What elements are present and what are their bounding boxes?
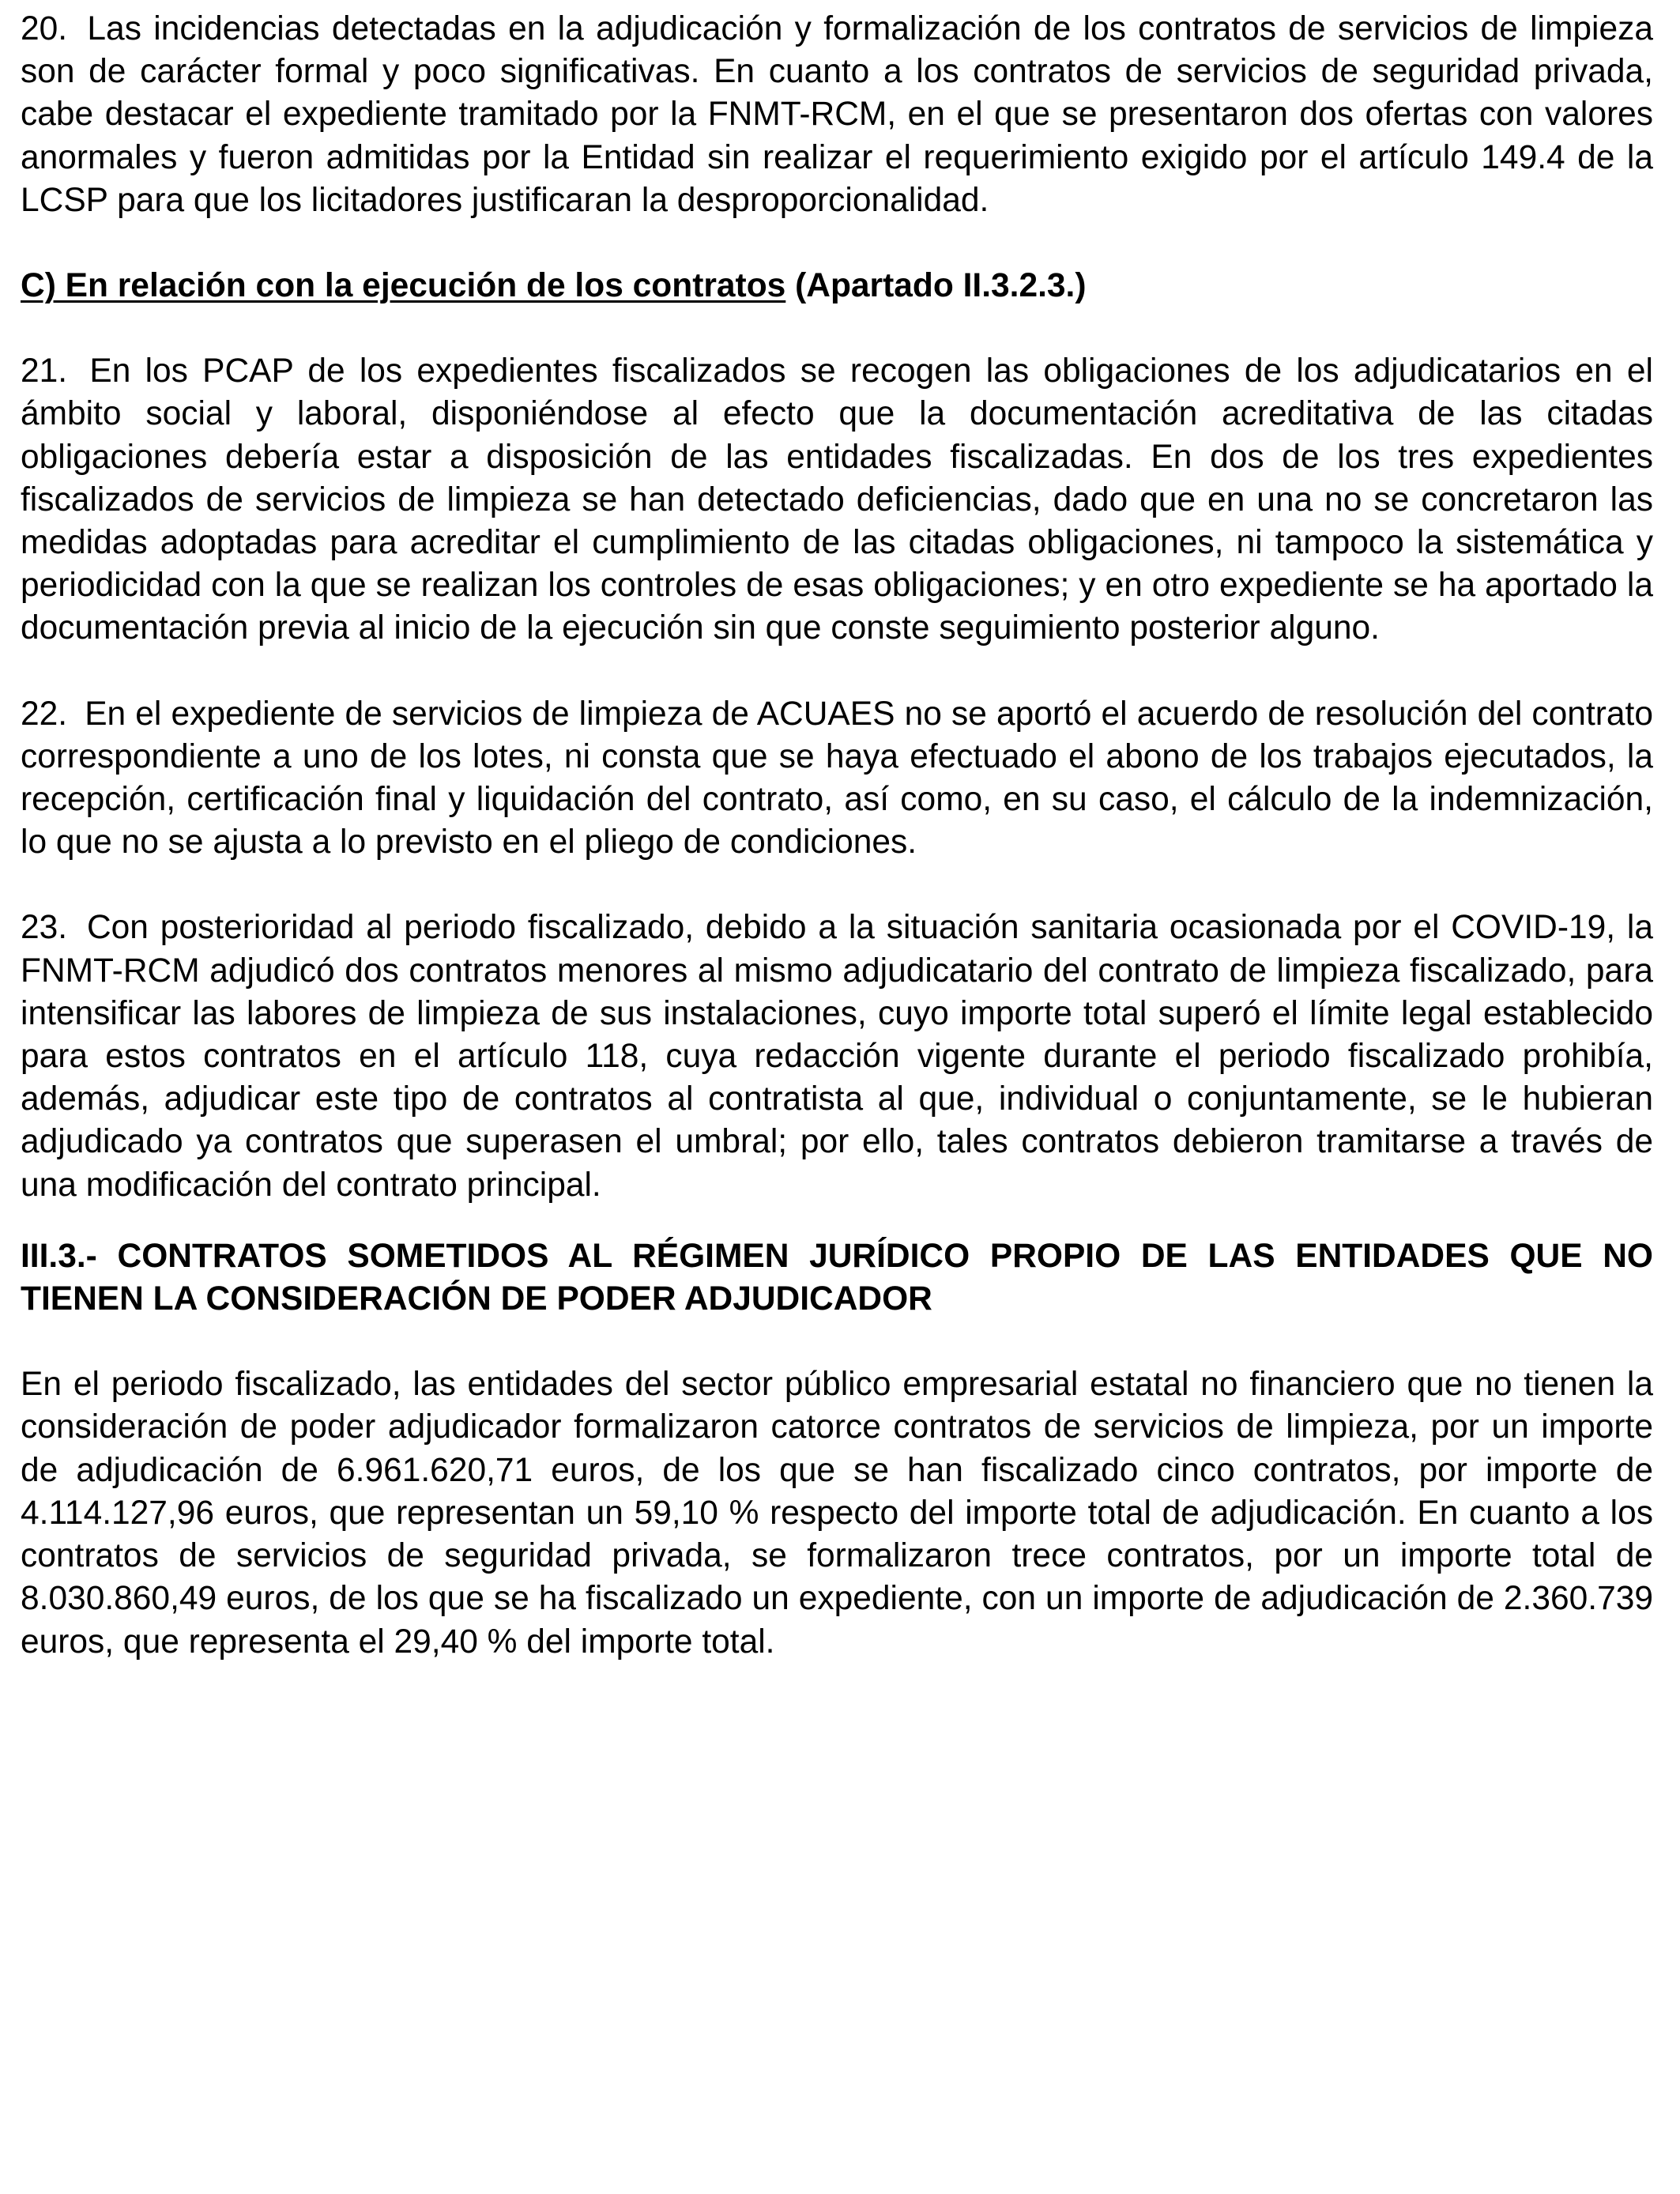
paragraph-text: En el expediente de servicios de limpieza de ACUAES no se aportó el acuerdo de resolución del contrato correspondiente a uno de los lotes, ni consta que se haya efectuado el abono de los trabajos ejecutados, la recepción, certificación final y liquidación del contrato, así como, en su caso, el cálculo de la indemnización, lo que no se ajusta a lo previsto en el pliego de condiciones.: [21, 695, 1653, 861]
paragraph-number: 20.: [21, 10, 68, 47]
paragraph-23: [21, 907, 1653, 1206]
paragraph-text: En el periodo fiscalizado, las entidades del sector público empresarial estatal no financiero que no tienen la consideración de poder adjudicador formalizaron catorce contratos de servicios de limpieza, por un importe de adjudicación de 6.961.620,71 euros, de los que se han fiscalizado cinco contratos, por importe de 4.114.127,96 euros, que representan un 59,10 % respecto del importe total de adjudicación. En cuanto a los contratos de servicios de seguridad privada, se formalizaron trece contratos, por un importe total de 8.030.860,49 euros, de los que se ha fiscalizado un expediente, con un importe de adjudicación de 2.360.739 euros, que representa el 29,40 % del importe total.: [21, 1366, 1653, 1661]
paragraph-20: [21, 8, 1653, 222]
section-c-title: C) En relación con la ejecución de los contratos: [21, 267, 786, 305]
section-c-reference: (Apartado II.3.2.3.): [795, 267, 1087, 305]
paragraph-number: 22.: [21, 695, 68, 733]
paragraph-text: Las incidencias detectadas en la adjudicación y formalización de los contratos de servicios de limpieza son de carácter formal y poco significativas. En cuanto a los contratos de servicios de seguridad privada, cabe destacar el expediente tramitado por la FNMT-RCM, en el que se presentaron dos ofertas con valores anormales y fueron admitidas por la Entidad sin realizar el requerimiento exigido por el artículo 149.4 de la LCSP para que los licitadores justificaran la desproporcionalidad.: [21, 10, 1653, 219]
section-iii3-heading: III.3.- CONTRATOS SOMETIDOS AL RÉGIMEN JURÍDICO PROPIO DE LAS ENTIDADES QUE NO TIENEN LA CONSIDERACIÓN DE PODER ADJUDICADOR: [21, 1237, 1653, 1318]
paragraph-text: En los PCAP de los expedientes fiscalizados se recogen las obligaciones de los adjudicatarios en el ámbito social y laboral, disponiéndose al efecto que la documentación acreditativa de las citadas obligaciones debería estar a disposición de las entidades fiscalizadas. En dos de los tres expedientes fiscalizados de servicios de limpieza se han detectado deficiencias, dado que en una no se concretaron las medidas adoptadas para acreditar el cumplimiento de las citadas obligaciones, ni tampoco la sistemática y periodicidad con la que se realizan los controles de esas obligaciones; y en otro expediente se ha aportado la documentación previa al inicio de la ejecución sin que conste seguimiento posterior alguno.: [21, 352, 1653, 647]
paragraph-21: [21, 350, 1653, 650]
paragraph-number: 23.: [21, 909, 68, 947]
section-c-heading: [21, 265, 1653, 307]
document-page: [21, 8, 1653, 1706]
paragraph-text: Con posterioridad al periodo fiscalizado, debido a la situación sanitaria ocasionada por el COVID-19, la FNMT-RCM adjudicó dos contratos menores al mismo adjudicatario del contrato de limpieza fiscalizado, para intensificar las labores de limpieza de sus instalaciones, cuyo importe total superó el límite legal establecido para estos contratos en el artículo 118, cuya redacción vigente durante el periodo fiscalizado prohibía, además, adjudicar este tipo de contratos al contratista al que, individual o conjuntamente, se le hubieran adjudicado ya contratos que superasen el umbral; por ello, tales contratos debieron tramitarse a través de una modificación del contrato principal.: [21, 909, 1653, 1204]
paragraph-22: [21, 693, 1653, 865]
paragraph-number: 21.: [21, 352, 68, 390]
paragraph-summary: [21, 1363, 1653, 1663]
